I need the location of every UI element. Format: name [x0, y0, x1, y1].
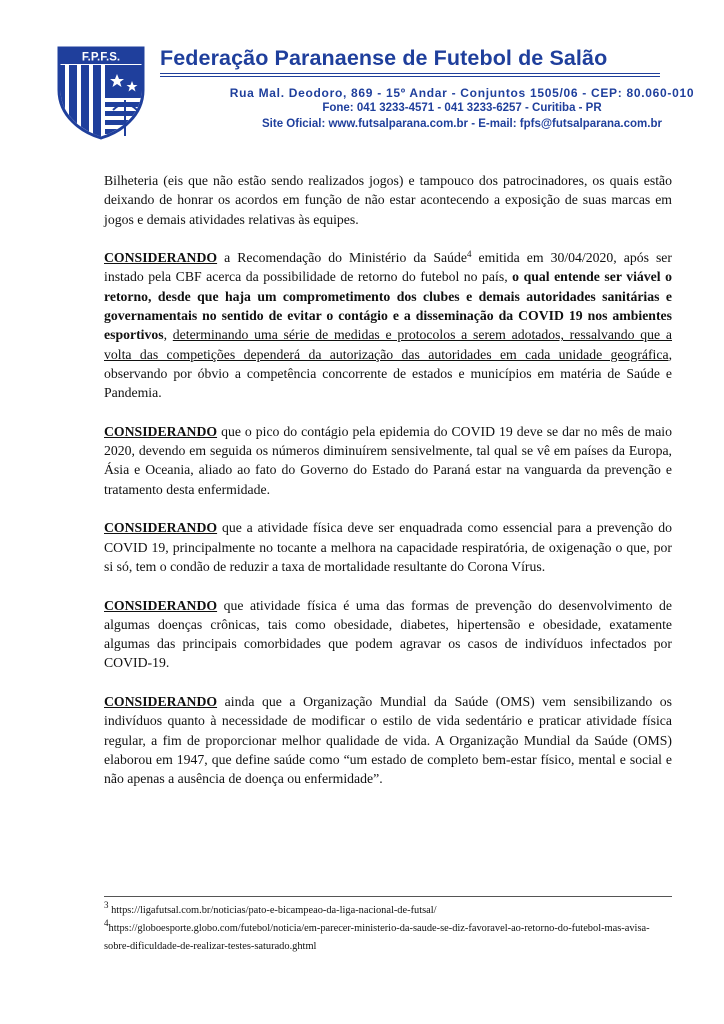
- footnote-3-number: 3: [104, 900, 109, 910]
- letterhead: [0, 0, 724, 150]
- paragraph-6-text: ainda que a Organização Mundial da Saúde (OMS) vem sensibilizando os indivíduos quanto à necessidade de modificar o estilo de vida sedentário e praticar atividade física regular, a fim de proporcionar melhor qualidade de vida. A Organização Mundial da Saúde (OMS) elaborou em 1947, que define saúde como “um estado de completo bem-estar físico, mental e social e não apenas a ausência de doença ou enfermidade”.: [104, 694, 672, 787]
- paragraph-2-bold-text: o qual entende ser viável o retorno, desde que haja um comprometimento dos clubes e demais autoridades sanitárias e governamentais no sentido de evitar o contágio e a disseminação da COVID 19 nos ambientes esportivos: [104, 269, 672, 343]
- paragraph-2-underlined-text: determinando uma série de medidas e protocolos a serem adotados, ressalvando que a volta das competições dependerá da autorização das autoridades em cada unidade geográfica: [104, 327, 673, 362]
- paragraph-2-text-a: a Recomendação do Ministério da Saúde: [217, 250, 467, 266]
- logo-text: F.P.F.S.: [81, 51, 121, 64]
- footnote-4: [104, 920, 672, 956]
- address-line: Rua Mal. Deodoro, 869 - 15º Andar - Conjuntos 1505/06 - CEP: 80.060-010: [229, 86, 695, 100]
- considerando-keyword: CONSIDERANDO: [104, 694, 218, 710]
- site-email-text: Site Oficial: www.futsalparana.com.br - E-mail: fpfs@futsalparana.com.br: [262, 118, 662, 130]
- considerando-keyword: CONSIDERANDO: [104, 250, 218, 266]
- paragraph-3: [104, 422, 672, 499]
- paragraph-2-text-c: ,: [163, 327, 173, 343]
- paragraph-2-text-b: emitida em 30/04/2020, após ser instado pela CBF acerca da possibilidade de retorno do futebol no país,: [104, 250, 672, 285]
- header-separator: [160, 73, 660, 77]
- paragraph-4: [104, 518, 672, 576]
- footnote-ref-4: 4: [466, 249, 472, 260]
- paragraph-5-text: que atividade física é uma das formas de prevenção do desenvolvimento de algumas doenças crônicas, tais como obesidade, diabetes, hipertensão e obesidade, exatamente algumas das principais comorbidades que podem agravar os casos de indivíduos infectados por COVID-19.: [104, 597, 672, 671]
- considerando-keyword: CONSIDERANDO: [104, 597, 218, 613]
- paragraph-2: [104, 248, 672, 402]
- considerando-keyword: CONSIDERANDO: [104, 423, 218, 439]
- footnote-3: [104, 902, 672, 920]
- paragraph-2-text-d: , observando por óbvio a competência concorrente de estados e municípios em matéria de Saúde e Pandemia.: [104, 346, 672, 401]
- paragraph-1-text: Bilheteria (eis que não estão sendo realizados jogos) e tampouco dos patrocinadores, os quais estão deixando de honrar os acordos em função de não estar acontecendo a exposição de suas marcas em jogos e demais atividades relativas às equipes.: [104, 173, 672, 227]
- considerando-keyword: CONSIDERANDO: [104, 520, 218, 536]
- paragraph-3-text: que o pico do contágio pela epidemia do COVID 19 deve se dar no mês de maio 2020, devendo em seguida os números diminuírem sensivelmente, tal qual se vê em países da Europa, Ásia e Oceania, aliado ao fato do Governo do Estado do Paraná estar na vanguarda da prevenção e tratamento desta enfermidade.: [104, 423, 672, 497]
- organization-title: Federação Paranaense de Futebol de Salão: [160, 46, 608, 70]
- paragraph-6: [104, 692, 672, 788]
- document-body: [104, 171, 672, 808]
- phone-line: Fone: 041 3233-4571 - 041 3233-6257 - Curitiba - PR: [322, 102, 602, 114]
- footnote-4-number: 4: [104, 918, 109, 928]
- site-email-line: [100, 118, 724, 130]
- paragraph-5: [104, 596, 672, 673]
- footnotes: [104, 902, 672, 956]
- footnote-3-link[interactable]: https://ligafutsal.com.br/noticias/pato-e-bicampeao-da-liga-nacional-de-futsal/: [108, 905, 437, 916]
- paragraph-4-text: que a atividade física deve ser enquadrada como essencial para a prevenção do COVID 19, principalmente no tocante a melhora na capacidade respiratória, de oxigenação o que, por si só, tem o condão de reduzir a taxa de mortalidade resultante do Corona Vírus.: [104, 520, 672, 574]
- paragraph-1: [104, 171, 672, 229]
- footnote-4-link[interactable]: https://globoesporte.globo.com/futebol/noticia/em-parecer-ministerio-da-saude-se-diz-favoravel-ao-retorno-do-futebol-mas-avisa-sobre-dificuldade-de-realizar-testes-saturado.ghtml: [104, 923, 650, 952]
- footnote-separator: [104, 896, 672, 897]
